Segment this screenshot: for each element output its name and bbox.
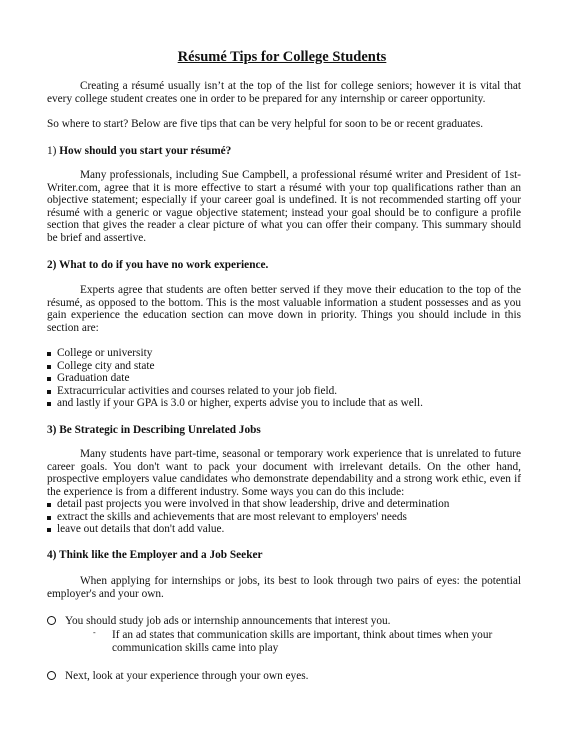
section-1-number: 1) (47, 145, 60, 157)
section-1-heading-text: How should you start your résumé? (59, 145, 232, 157)
section-3-body: Many students have part-time, seasonal or temporary work experience that is unrelated to future career goals. You don't want to pack your document with irrelevant details. On the other hand, prospective employers value candidates who demonstrate dependability and a strong work ethic, even if the experience is from a different industry. Some ways you can do this include: (47, 448, 521, 498)
list-item-text: You should study job ads or internship announcements that interest you. (65, 615, 391, 627)
list-item: and lastly if your GPA is 3.0 or higher, experts advise you to include that as well. (47, 397, 527, 410)
document-title: Résumé Tips for College Students (177, 49, 387, 65)
section-4-body: When applying for internships or jobs, its best to look through two pairs of eyes: the potential employer's and your own. (47, 575, 521, 600)
list-item: leave out details that don't add value. (47, 523, 527, 536)
section-1-body: Many professionals, including Sue Campbell, a professional résumé writer and President of 1st-Writer.com, agree that it is more effective to start a résumé with your top qualifications rather than an objective statement; especially if your career goal is undefined. It is not recommended starting off your résumé with a generic or vague objective statement; instead your goal should be to configure a profile section that gives the reader a clear picture of what you can offer their company. This summary should be brief and assertive. (47, 169, 521, 244)
circle-bullet-icon (47, 616, 56, 625)
section-2-body: Experts agree that students are often better served if they move their education to the top of the résumé, as opposed to the bottom. This is the most valuable information a student possesses and as you gain experience the education section can move down in priority. Things you should include in this section are: (47, 284, 521, 334)
section-2-bullet-list (47, 347, 527, 410)
list-item: College or university (47, 347, 527, 360)
circle-bullet-icon (47, 671, 56, 680)
section-3-heading: 3) Be Strategic in Describing Unrelated Jobs (47, 424, 261, 436)
list-item (47, 670, 308, 683)
list-item-text: Next, look at your experience through your own eyes. (65, 670, 309, 682)
list-item: College city and state (47, 360, 527, 373)
intro-question: So where to start? Below are five tips that can be very helpful for soon to be or recent graduates. (47, 118, 484, 130)
section-2-heading: 2) What to do if you have no work experience. (47, 259, 269, 271)
list-item (47, 615, 391, 628)
list-item: Graduation date (47, 372, 527, 385)
section-1-heading (47, 145, 231, 158)
sub-list-item (93, 628, 512, 654)
section-3-bullet-list (47, 498, 527, 536)
sub-list-item-text: If an ad states that communication skills are important, think about times when your communication skills came into play (112, 629, 493, 654)
dash-bullet-icon: - (93, 628, 96, 637)
list-item: extract the skills and achievements that are most relevant to employers' needs (47, 511, 527, 524)
list-item: detail past projects you were involved in that show leadership, drive and determination (47, 498, 527, 511)
intro-paragraph: Creating a résumé usually isn’t at the top of the list for college seniors; however it is vital that every college student creates one in order to be prepared for any internship or career opportunity. (47, 80, 521, 105)
section-4-heading: 4) Think like the Employer and a Job Seeker (47, 549, 263, 561)
list-item: Extracurricular activities and courses related to your job field. (47, 385, 527, 398)
